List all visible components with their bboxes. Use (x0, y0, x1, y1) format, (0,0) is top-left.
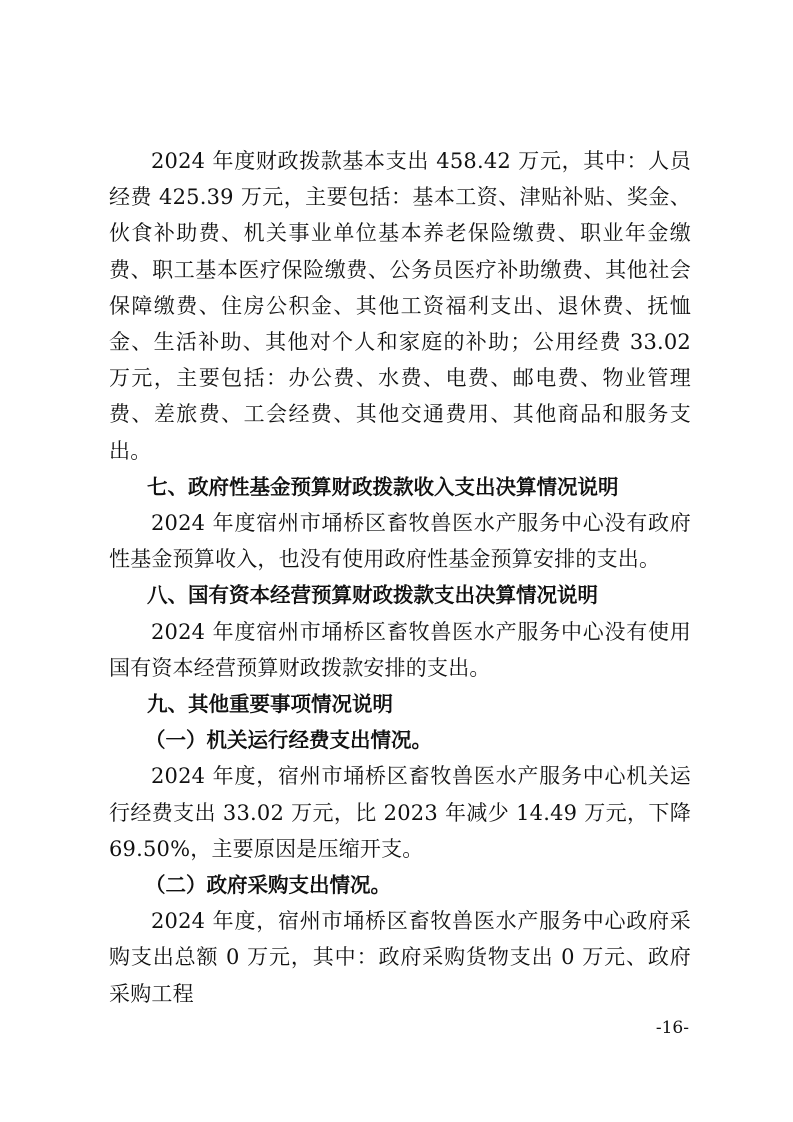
heading-section-8: 八、国有资本经营预算财政拨款支出决算情况说明 (147, 583, 598, 608)
page-number: -16- (655, 1018, 689, 1038)
heading-section-9-1: （一）机关运行经费支出情况。 (145, 728, 432, 753)
paragraph-section-8: 2024 年度宿州市埇桥区畜牧兽医水产服务中心没有使用国有资本经营预算财政拨款安排的支出。 (109, 619, 691, 680)
heading-section-7: 七、政府性基金预算财政拨款收入支出决算情况说明 (147, 474, 619, 499)
heading-section-9-2: （二）政府采购支出情况。 (145, 873, 391, 898)
heading-section-9: 九、其他重要事项情况说明 (147, 692, 393, 717)
paragraph-basic-expenditure: 2024 年度财政拨款基本支出 458.42 万元，其中：人员经费 425.39 万元，主要包括：基本工资、津贴补贴、奖金、伙食补助费、机关事业单位基本养老保险缴费、职业年金缴费、职工基本医疗保险缴费、公务员医疗补助缴费、其他社会保障缴费、住房公积金、其他工资福利支出、退休费、抚恤金、生活补助、其他对个人和家庭的补助；公用经费 33.02 万元，主要包括：办公费、水费、电费、邮电费、物业管理费、差旅费、工会经费、其他交通费用、其他商品和服务支出。 (109, 149, 691, 463)
paragraph-section-7: 2024 年度宿州市埇桥区畜牧兽医水产服务中心没有政府性基金预算收入，也没有使用政府性基金预算安排的支出。 (109, 511, 691, 572)
paragraph-section-9-2: 2024 年度，宿州市埇桥区畜牧兽医水产服务中心政府采购支出总额 0 万元，其中：政府采购货物支出 0 万元、政府采购工程 (109, 909, 691, 1006)
document-body (109, 143, 691, 1012)
paragraph-section-9-1: 2024 年度，宿州市埇桥区畜牧兽医水产服务中心机关运行经费支出 33.02 万元，比 2023 年减少 14.49 万元，下降 69.50%，主要原因是压缩开支。 (109, 764, 691, 861)
